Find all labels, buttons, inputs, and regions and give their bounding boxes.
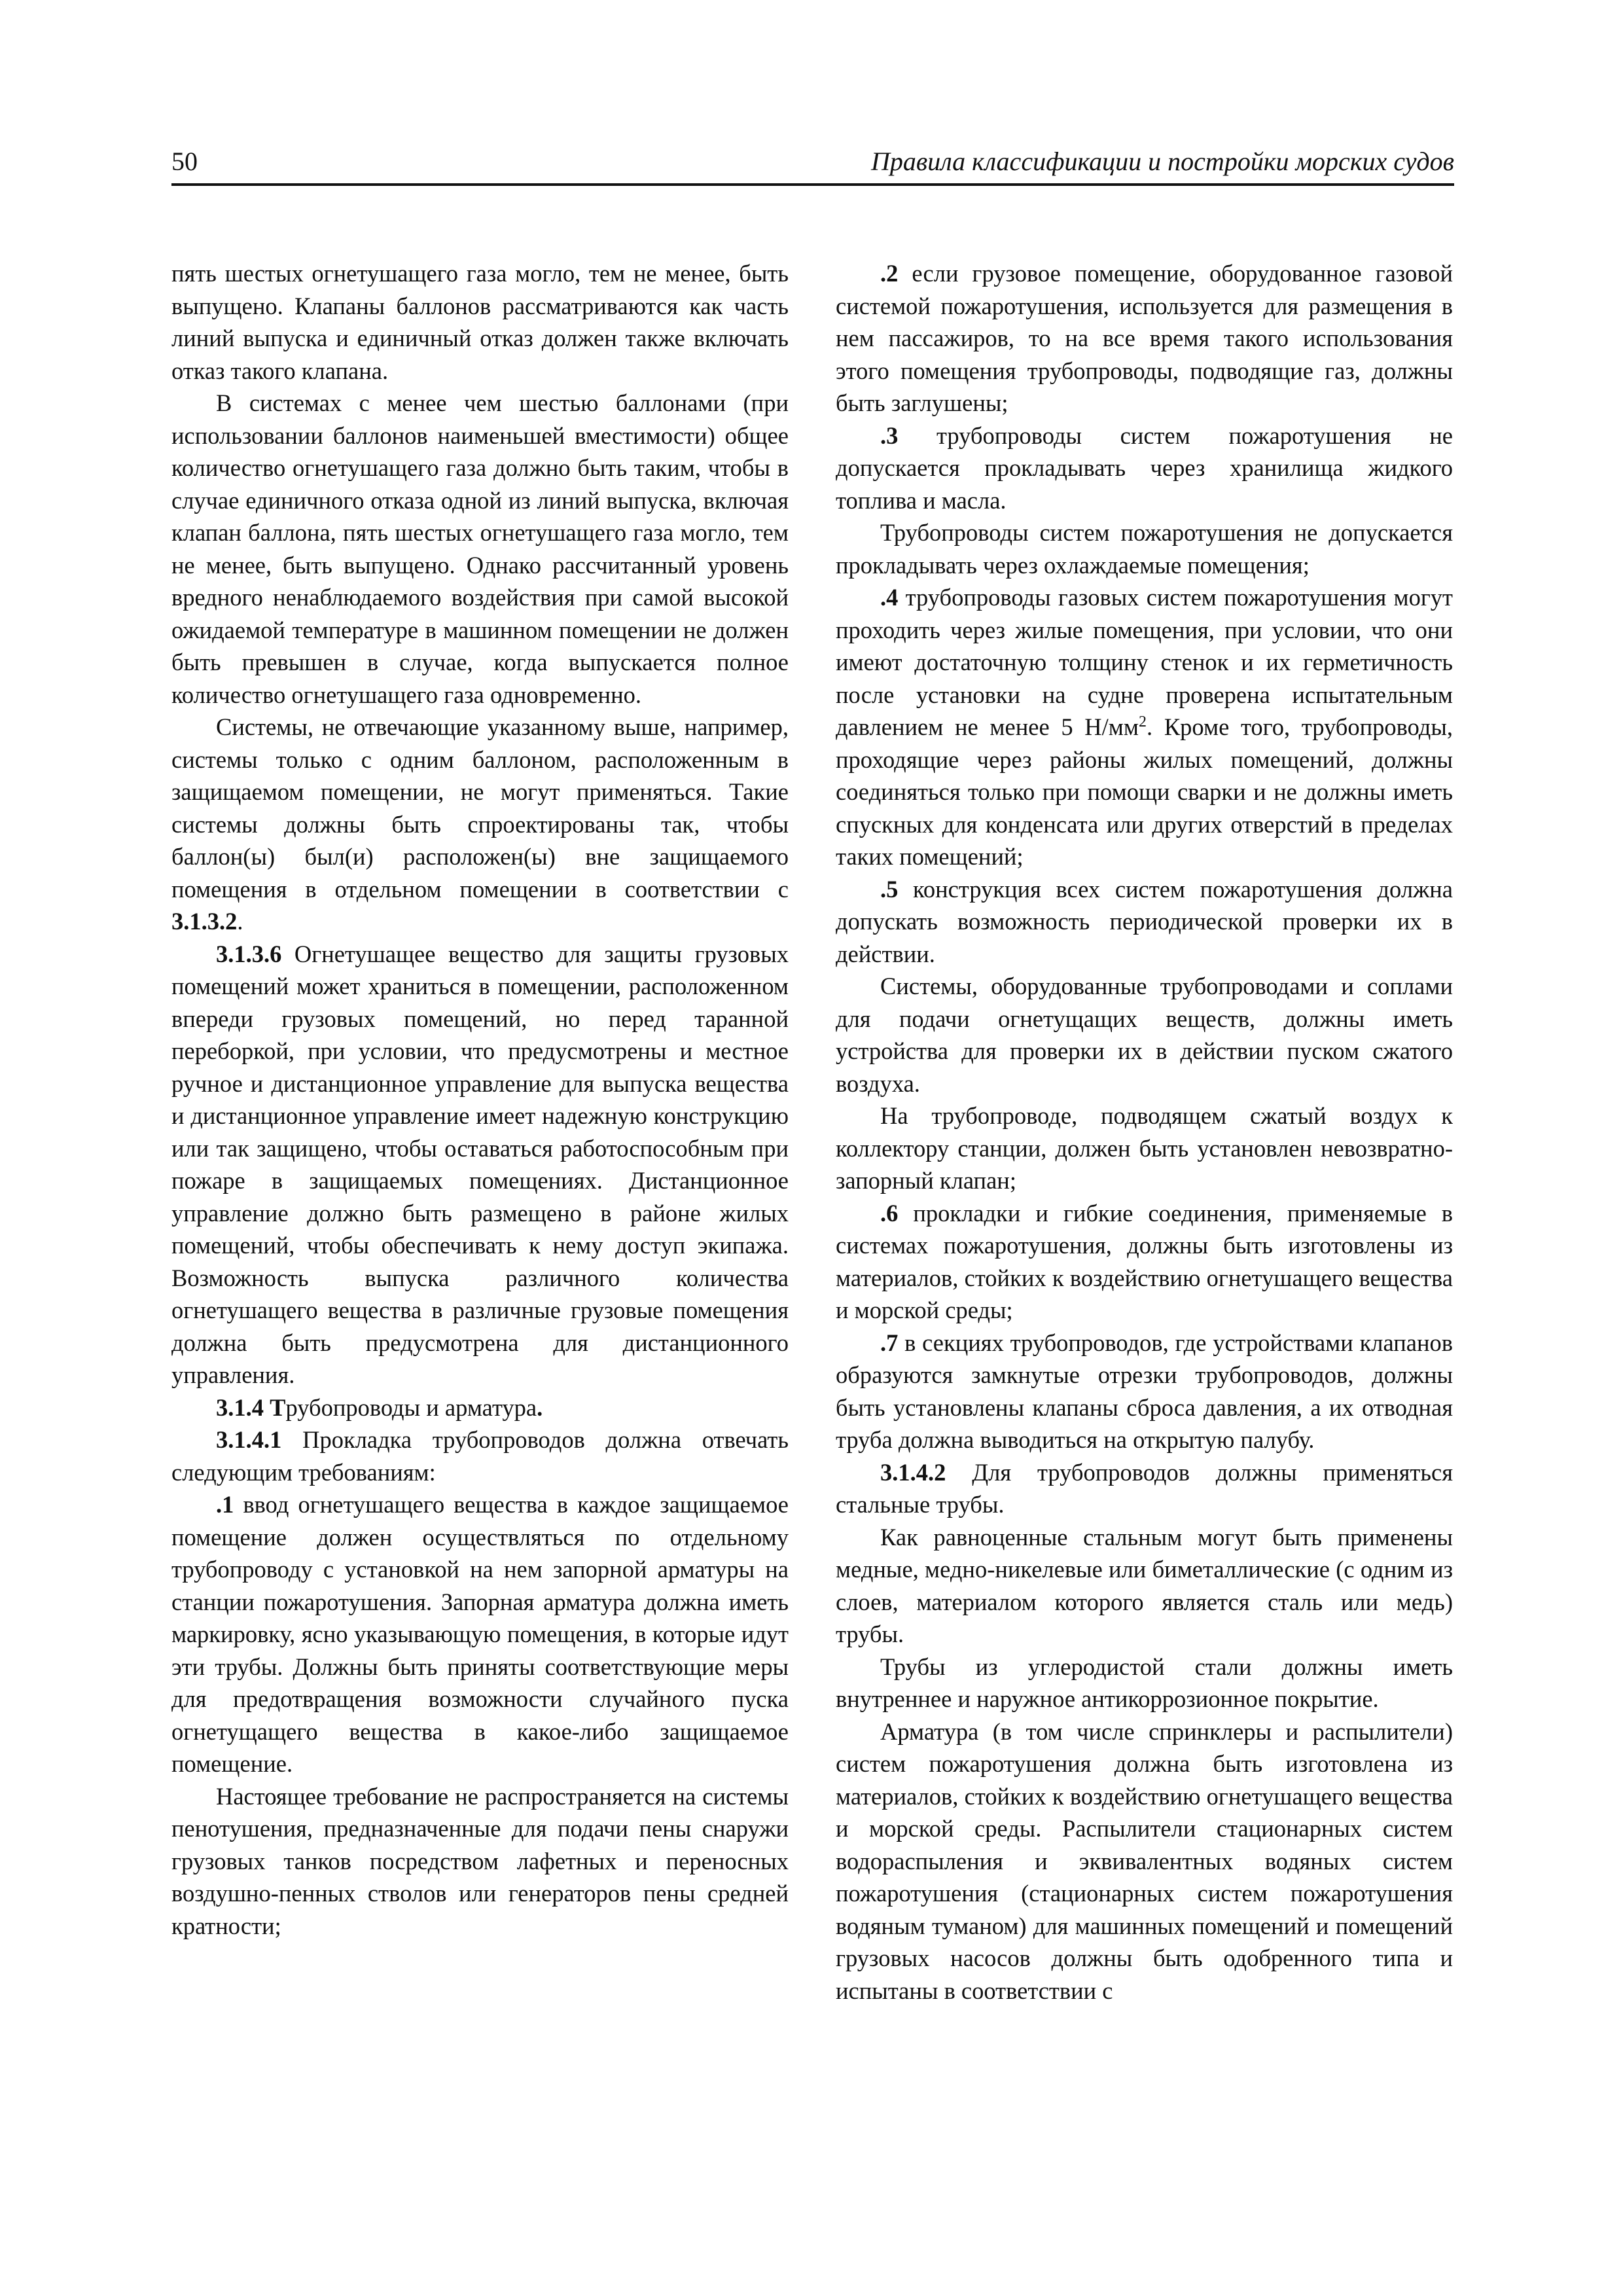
paragraph-text: Арматура (в том числе спринклеры и распылители) систем пожаротушения должна быть изготовлена из материалов, стойких к воздействию огнетушащего вещества и морской среды. Распылители стационарных систем водораспыления и эквивалентных водяных систем пожаротушения (стационарных систем пожаротушения водяным туманом) для машинных помещений и помещений грузовых насосов должны быть одобренного типа и испытаны в соответствии с: [836, 1717, 1453, 2004]
paragraph-text: Прокладка трубопроводов должна отвечать следующим требованиям:: [171, 1426, 789, 1486]
paragraph-text: В системах с менее чем шестью баллонами (при использовании баллонов наименьшей вместимости) общее количество огнетушащего газа должно быть таким, чтобы в случае единичного отказа одной из линий выпуска, включая клапан баллона, пять шестых огнетушащего газа могло, тем не менее, быть выпущено. Однако рассчитанный уровень вредного ненаблюдаемого воздействия при самой высокой ожидаемой температуре в машинном помещении не должен быть превышен в случае, когда выпускается полное количество огнетушащего газа одновременно.: [171, 389, 789, 708]
item-number: .4: [880, 584, 899, 611]
paragraph: [171, 1424, 789, 1488]
section-reference: 3.1.3.2: [171, 908, 238, 935]
item-number: .2: [880, 260, 899, 287]
paragraph: [836, 581, 1453, 873]
paragraph: [836, 257, 1453, 420]
paragraph-text: Трубы из углеродистой стали должны иметь внутреннее и наружное антикоррозионное покрытие.: [836, 1653, 1453, 1712]
item-number: .7: [880, 1329, 899, 1356]
paragraph-text: в секциях трубопроводов, где устройствами клапанов образуются замкнутые отрезки трубопроводов, должны быть установлены клапаны сброса давления, а их отводная труба должна выводиться на открытую палубу.: [836, 1329, 1453, 1453]
heading-initial: Т: [270, 1393, 286, 1421]
paragraph-text: . Кроме того, трубопроводы, проходящие через районы жилых помещений, должны соединяться только при помощи сварки и не должны иметь спускных для конденсата или других отверстий в пределах таких помещений;: [836, 713, 1454, 870]
paragraph: [836, 1197, 1453, 1327]
paragraph-text: На трубопроводе, подводящем сжатый воздух к коллектору станции, должен быть установлен невозвратно-запорный клапан;: [836, 1102, 1453, 1194]
page-number: 50: [171, 147, 198, 176]
paragraph-text: Огнетушащее вещество для защиты грузовых помещений может храниться в помещении, расположенном впереди грузовых помещений, но перед таранной переборкой, при условии, что предусмотрены и местное ручное и дистанционное управление для выпуска вещества и дистанционное управление имеет надежную конструкцию или так защищено, чтобы оставаться работоспособным при пожаре в защищаемых помещениях. Дистанционное управление должно быть размещено в районе жилых помещений, чтобы обеспечивать к нему доступ экипажа. Возможность выпуска различного количества огнетушащего вещества в различные грузовые помещения должна быть предусмотрена для дистанционного управления.: [171, 940, 789, 1388]
item-number: .6: [880, 1199, 899, 1227]
paragraph-text: пять шестых огнетушащего газа могло, тем не менее, быть выпущено. Клапаны баллонов рассматриваются как часть линий выпуска и единичный отказ должен также включать отказ такого клапана.: [171, 260, 789, 384]
paragraph-text: если грузовое помещение, оборудованное газовой системой пожаротушения, используется для размещения в нем пассажиров, то на все время такого использования этого помещения трубопроводы, подводящие газ, должны быть заглушены;: [836, 260, 1453, 416]
paragraph: [836, 873, 1453, 971]
paragraph: [171, 387, 789, 711]
item-number: .3: [880, 422, 899, 449]
paragraph-text: Настоящее требование не распространяется на системы пенотушения, предназначенные для подачи пены снаружи грузовых танков посредством лафетных и переносных воздушно-пенных стволов или генераторов пены средней кратности;: [171, 1782, 789, 1939]
heading-end: .: [537, 1393, 543, 1421]
page-header: [171, 140, 1454, 186]
paragraph: [171, 257, 789, 387]
paragraph: [836, 1327, 1453, 1456]
paragraph: [171, 711, 789, 938]
section-number: 3.1.3.6: [216, 940, 282, 967]
paragraph: [836, 1456, 1453, 1521]
paragraph-text: ввод огнетушащего вещества в каждое защищаемое помещение должен осуществляться по отдельному трубопроводу с установкой на нем запорной арматуры на станции пожаротушения. Запорная арматура должна иметь маркировку, ясно указывающую помещения, в которые идут эти трубы. Должны быть приняты соответствующие меры для предотвращения возможности случайного пуска огнетущащего вещества в какое-либо защищаемое помещение.: [171, 1491, 789, 1777]
item-number: .1: [216, 1491, 234, 1518]
paragraph: [836, 420, 1453, 517]
superscript: 2: [1139, 713, 1147, 730]
section-number: 3.1.4.1: [216, 1426, 282, 1453]
paragraph: [171, 1780, 789, 1943]
paragraph: [836, 1715, 1453, 2007]
section-number: 3.1.4.2: [880, 1458, 946, 1486]
paragraph-text: Трубопроводы систем пожаротушения не допускается прокладывать через охлаждаемые помещения;: [836, 519, 1453, 579]
paragraph: [836, 1651, 1453, 1715]
paragraph-text: .: [237, 908, 243, 935]
paragraph-text: прокладки и гибкие соединения, применяемые в системах пожаротушения, должны быть изготовлены из материалов, стойких к воздействию огнетушащего вещества и морской среды;: [836, 1199, 1453, 1323]
paragraph-text: Системы, оборудованные трубопроводами и соплами для подачи огнетущащих веществ, должны иметь устройства для проверки их в действии пуском сжатого воздуха.: [836, 973, 1453, 1097]
paragraph-text: Системы, не отвечающие указанному выше, например, системы только с одним баллоном, расположенным в защищаемом помещении, не могут применяться. Такие системы должны быть спроектированы так, чтобы баллон(ы) был(и) расположен(ы) вне защищаемого помещения в отдельном помещении в соответствии с: [171, 713, 789, 903]
running-title: Правила классификации и постройки морских судов: [870, 147, 1454, 176]
paragraph: [836, 516, 1453, 581]
paragraph: [836, 1521, 1453, 1651]
section-number: 3.1.4: [216, 1393, 264, 1421]
paragraph: [171, 1488, 789, 1780]
right-column: [836, 257, 1453, 2007]
paragraph: [836, 970, 1453, 1100]
paragraph: [836, 1100, 1453, 1197]
paragraph-text: трубопроводы газовых систем пожаротушения могут проходить через жилые помещения, при условии, что они имеют достаточную толщину стенок и их герметичность после установки на судне проверена испытательным давлением не менее 5 Н/мм: [836, 584, 1453, 740]
paragraph-text: Как равноценные стальным могут быть применены медные, медно-никелевые или биметаллические (с одним из слоев, материалом которого является сталь или медь) трубы.: [836, 1523, 1453, 1647]
paragraph-text: конструкция всех систем пожаротушения должна допускать возможность периодической проверки их в действии.: [836, 875, 1453, 967]
left-column: [171, 257, 789, 1942]
header-rule: [171, 183, 1454, 186]
paragraph-text: трубопроводы систем пожаротушения не допускается прокладывать через хранилища жидкого топлива и масла.: [836, 422, 1453, 514]
heading-text: рубопроводы и арматура: [285, 1393, 537, 1421]
section-heading: [171, 1391, 789, 1424]
item-number: .5: [880, 875, 899, 903]
paragraph: [171, 938, 789, 1391]
paragraph-text: Для трубопроводов должны применяться стальные трубы.: [836, 1458, 1453, 1518]
